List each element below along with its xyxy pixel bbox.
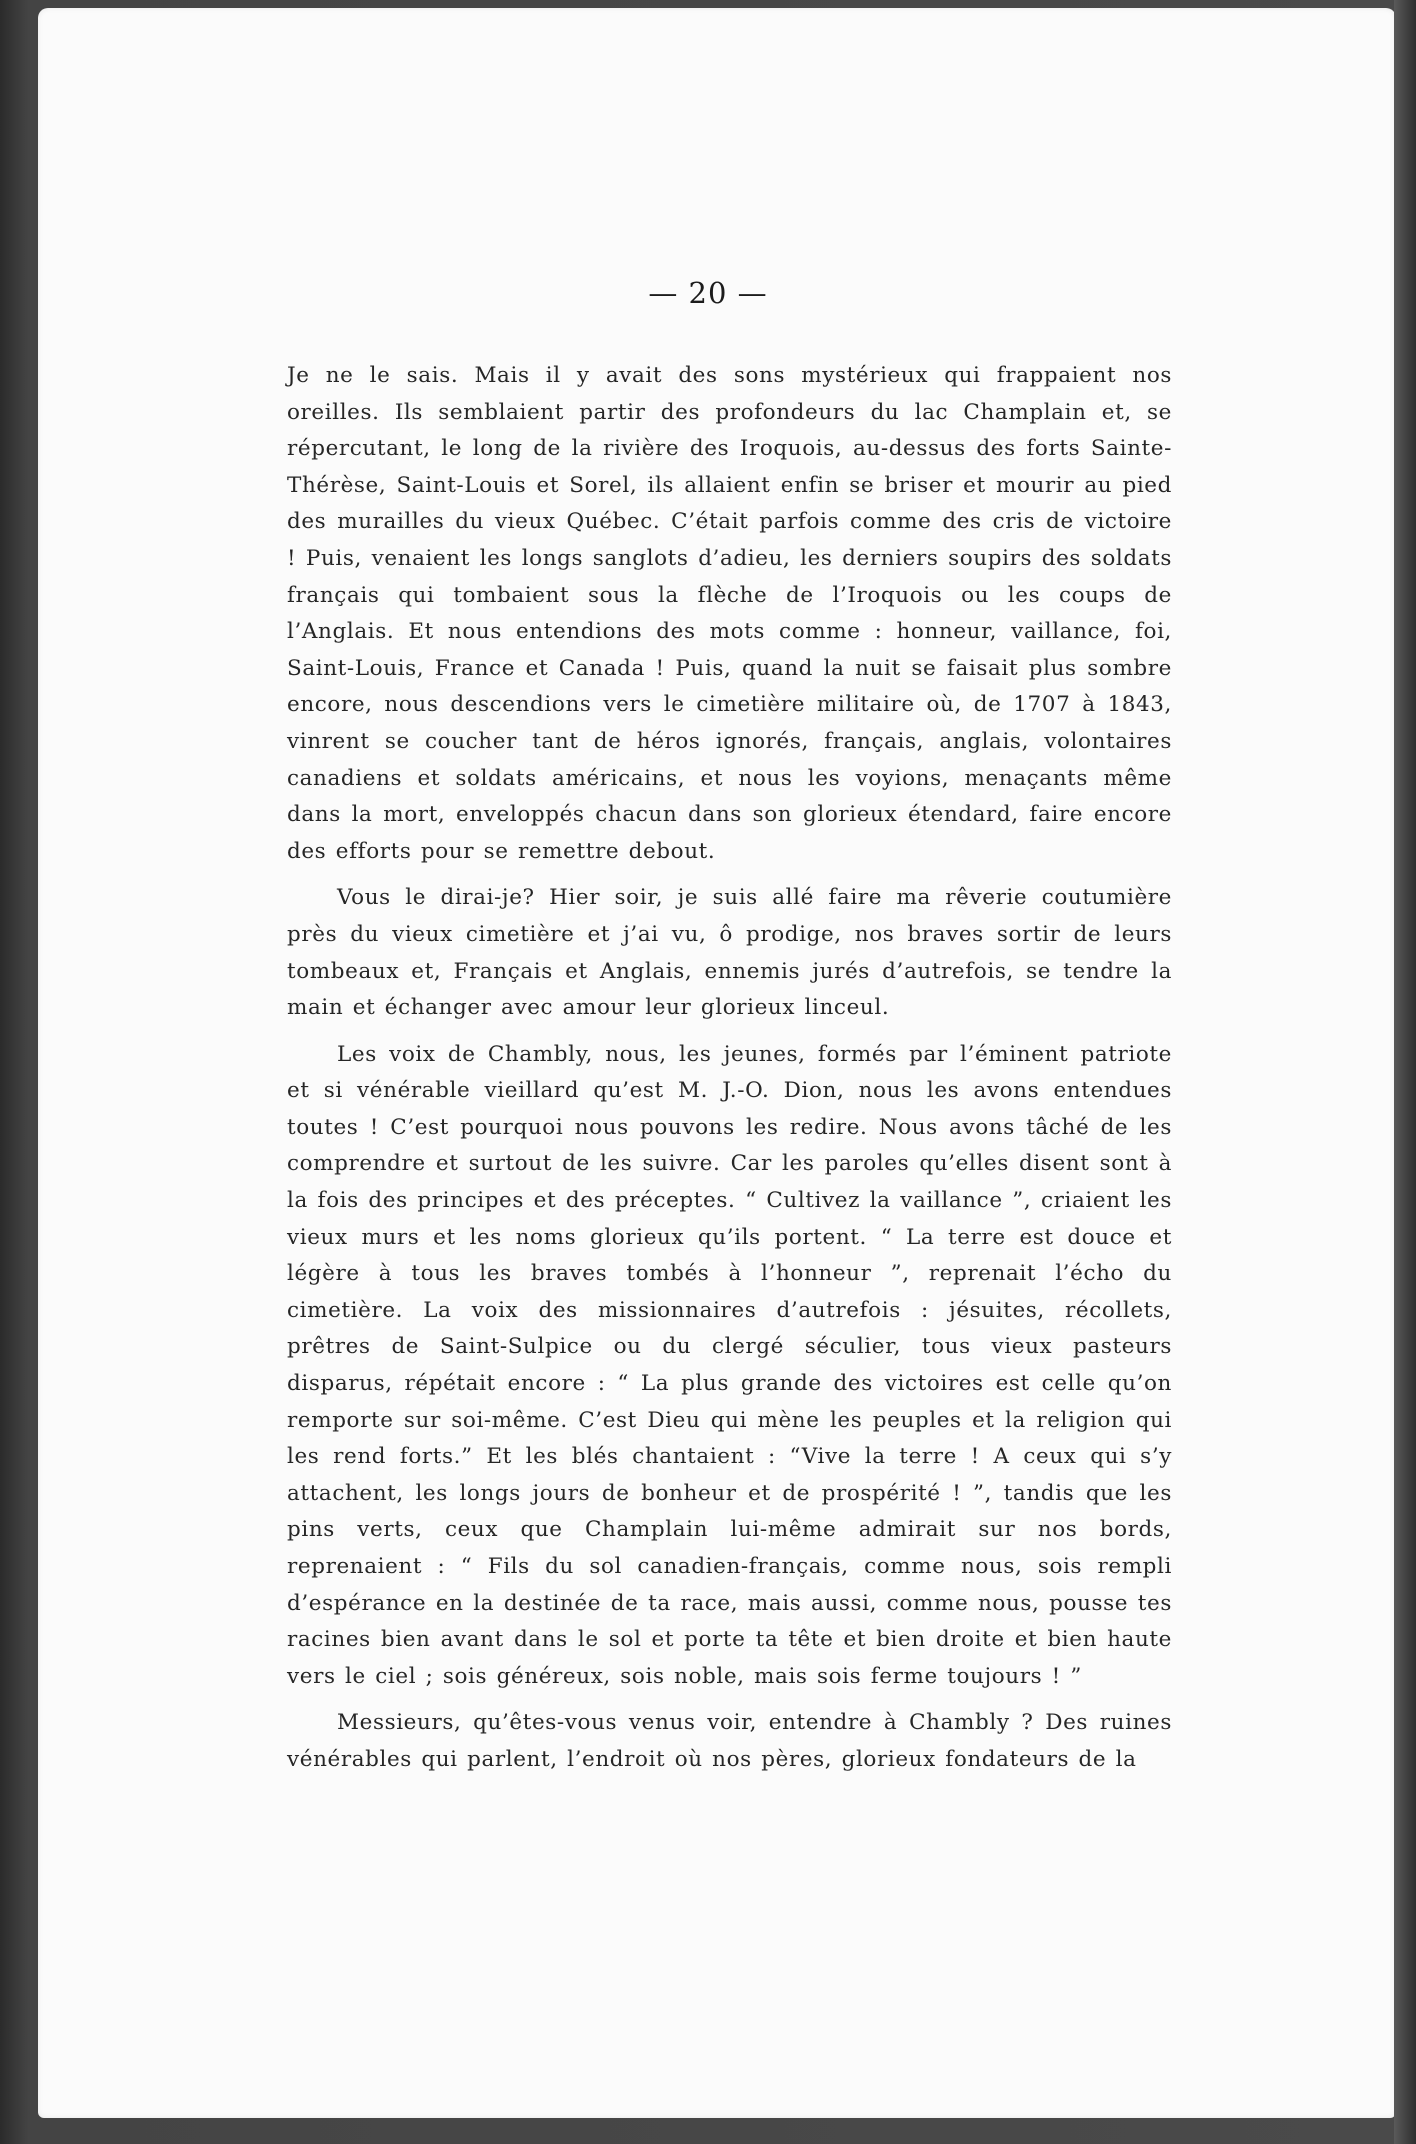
paragraph: Vous le dirai-je? Hier soir, je suis allé faire ma rêverie coutumière près du vieux cimetière et j’ai vu, ô prodige, nos braves sortir de leurs tombeaux et, Français et Anglais, ennemis jurés d’autrefois, se tendre la main et échanger avec amour leur glorieux linceul. xyxy=(287,885,1172,1021)
body-text xyxy=(287,358,1172,1789)
paragraph: Les voix de Chambly, nous, les jeunes, formés par l’éminent patriote et si vénérable vieillard qu’est M. J.-O. Dion, nous les avons entendues toutes ! C’est pourquoi nous pouvons les redire. Nous avons tâché de les comprendre et surtout de les suivre. Car les paroles qu’elles disent sont à la fois des principes et des préceptes. “ Cultivez la vaillance ”, criaient les vieux murs et les noms glorieux qu’ils portent. “ La terre est douce et légère à tous les braves tombés à l’honneur ”, reprenait l’écho du cimetière. La voix des missionnaires d’autrefois : jésuites, récollets, prêtres de Saint-Sulpice ou du clergé séculier, tous vieux pasteurs disparus, répétait encore : “ La plus grande des victoires est celle qu’on remporte sur soi-même. C’est Dieu qui mène les peuples et la religion qui les rend forts.” Et les blés chantaient : “Vive la terre ! A ceux qui s’y attachent, les longs jours de bonheur et de prospérité ! ”, tandis que les pins verts, ceux que Champlain lui-même admirait sur nos bords, reprenaient : “ Fils du sol canadien-français, comme nous, sois rempli d’espérance en la destinée de ta race, mais aussi, comme nous, pousse tes racines bien avant dans le sol et porte ta tête et bien droite et bien haute vers le ciel ; sois généreux, sois noble, mais sois ferme toujours ! ” xyxy=(287,1041,1172,1689)
paragraph: Je ne le sais. Mais il y avait des sons mystérieux qui frappaient nos oreilles. Ils semblaient partir des profondeurs du lac Champlain et, se répercutant, le long de la rivière des Iroquois, au-dessus des forts Sainte-Thérèse, Saint-Louis et Sorel, ils allaient enfin se briser et mourir au pied des murailles du vieux Québec. C’était parfois comme des cris de victoire ! Puis, venaient les longs sanglots d’adieu, les derniers soupirs des soldats français qui tombaient sous la flèche de l’Iroquois ou les coups de l’Anglais. Et nous entendions des mots comme : honneur, vaillance, foi, Saint-Louis, France et Canada ! Puis, quand la nuit se faisait plus sombre encore, nous descendions vers le cimetière militaire où, de 1707 à 1843, vinrent se coucher tant de héros ignorés, français, anglais, volontaires canadiens et soldats américains, et nous les voyions, menaçants même dans la mort, enveloppés chacun dans son glorieux étendard, faire encore des efforts pour se remettre debout. xyxy=(287,363,1172,864)
page-edge xyxy=(1394,0,1416,2144)
paragraph: Messieurs, qu’êtes-vous venus voir, entendre à Chambly ? Des ruines vénérables qui parlent, l’endroit où nos pères, glorieux fondateurs de la xyxy=(287,1710,1172,1772)
page-number: — 20 — xyxy=(648,276,768,310)
